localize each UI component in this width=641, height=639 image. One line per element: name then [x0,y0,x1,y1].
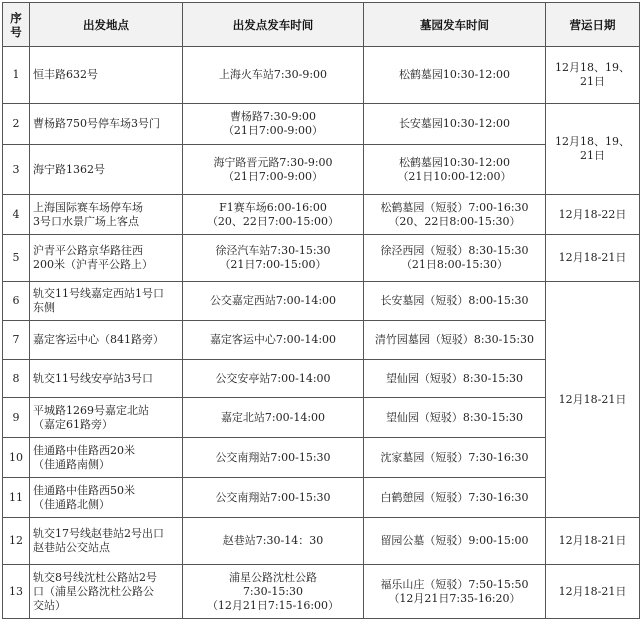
row-no: 6 [3,282,30,321]
row-place: 恒丰路632号 [30,47,183,104]
row-depart-time: 赵巷站7:30-14：30 [183,518,364,565]
row-cemetery-time: 沈家墓园（短驳）7:30-16:30 [364,438,546,478]
table-row [3,360,640,398]
row-depart-time: 上海火车站7:30-9:00 [183,47,364,104]
row-cemetery-time: 留园公墓（短驳）9:00-15:00 [364,518,546,565]
table-row [3,47,640,104]
row-place: 佳通路中佳路西20米 （佳通路南侧） [30,438,183,478]
row-cemetery-time: 长安墓园（短驳）8:00-15:30 [364,282,546,321]
row-dates: 12月18、19、21日 [546,104,640,195]
row-depart-time: 徐泾汽车站7:30-15:30 （21日7:00-15:00） [183,235,364,282]
row-depart-time: 海宁路晋元路7:30-9:00 （21日7:00-9:00） [183,145,364,195]
row-depart-time: 公交南翔站7:00-15:30 [183,478,364,518]
row-place: 轨交11号线嘉定西站1号口 东侧 [30,282,183,321]
row-depart-time: 曹杨路7:30-9:00 （21日7:00-9:00） [183,104,364,145]
row-cemetery-time: 长安墓园10:30-12:00 [364,104,546,145]
table-row [3,282,640,321]
table-row [3,518,640,565]
row-dates: 12月18-21日 [546,565,640,619]
table-row [3,235,640,282]
header-no: 序号 [3,3,30,47]
bus-schedule-table [2,2,640,619]
row-cemetery-time: 清竹园墓园（短驳）8:30-15:30 [364,321,546,360]
row-no: 8 [3,360,30,398]
row-cemetery-time: 白鹤憩园（短驳）7:30-16:30 [364,478,546,518]
row-no: 13 [3,565,30,619]
header-cemetery-time: 墓园发车时间 [364,3,546,47]
row-place: 平城路1269号嘉定北站 （嘉定61路旁） [30,398,183,438]
table-header-row [3,3,640,47]
table-row [3,145,640,195]
row-place: 轨交11号线安亭站3号口 [30,360,183,398]
row-no: 7 [3,321,30,360]
row-cemetery-time: 松鹤墓园（短驳）7:00-16:30 （20、22日8:00-15:30） [364,195,546,235]
row-cemetery-time: 松鹤墓园10:30-12:00 [364,47,546,104]
row-no: 9 [3,398,30,438]
table-row [3,104,640,145]
row-no: 10 [3,438,30,478]
row-cemetery-time: 徐泾西园（短驳）8:30-15:30 （21日8:00-15:30） [364,235,546,282]
table-row [3,478,640,518]
row-place: 曹杨路750号停车场3号门 [30,104,183,145]
row-no: 12 [3,518,30,565]
table-row [3,195,640,235]
header-dates: 营运日期 [546,3,640,47]
table-row [3,565,640,619]
row-place: 嘉定客运中心（841路旁） [30,321,183,360]
row-depart-time: 公交嘉定西站7:00-14:00 [183,282,364,321]
row-no: 11 [3,478,30,518]
row-no: 4 [3,195,30,235]
header-place: 出发地点 [30,3,183,47]
row-place: 佳通路中佳路西50米 （佳通路北侧） [30,478,183,518]
row-no: 1 [3,47,30,104]
row-dates: 12月18、19、21日 [546,47,640,104]
row-place: 轨交8号线沈杜公路站2号 口（浦星公路沈杜公路公 交站） [30,565,183,619]
row-place: 轨交17号线赵巷站2号出口 赵巷站公交站点 [30,518,183,565]
row-dates: 12月18-21日 [546,282,640,518]
row-depart-time: 嘉定客运中心7:00-14:00 [183,321,364,360]
table-row [3,321,640,360]
row-dates: 12月18-22日 [546,195,640,235]
row-place: 海宁路1362号 [30,145,183,195]
row-dates: 12月18-21日 [546,518,640,565]
table-row [3,398,640,438]
row-depart-time: F1赛车场6:00-16:00 （20、22日7:00-15:00） [183,195,364,235]
row-depart-time: 嘉定北站7:00-14:00 [183,398,364,438]
row-depart-time: 公交南翔站7:00-15:30 [183,438,364,478]
row-no: 2 [3,104,30,145]
header-depart-time: 出发点发车时间 [183,3,364,47]
row-cemetery-time: 福乐山庄（短驳）7:50-15:50 （12月21日7:35-16:20） [364,565,546,619]
row-place: 沪青平公路京华路往西 200米（沪青平公路上） [30,235,183,282]
row-no: 5 [3,235,30,282]
row-cemetery-time: 望仙园（短驳）8:30-15:30 [364,398,546,438]
row-no: 3 [3,145,30,195]
row-cemetery-time: 松鹤墓园10:30-12:00 （21日10:00-12:00） [364,145,546,195]
row-depart-time: 公交安亭站7:00-14:00 [183,360,364,398]
table-row [3,438,640,478]
row-depart-time: 浦星公路沈杜公路 7:30-15:30 （12月21日7:15-16:00） [183,565,364,619]
row-dates: 12月18-21日 [546,235,640,282]
row-place: 上海国际赛车场停车场 3号口水景广场上客点 [30,195,183,235]
row-cemetery-time: 望仙园（短驳）8:30-15:30 [364,360,546,398]
